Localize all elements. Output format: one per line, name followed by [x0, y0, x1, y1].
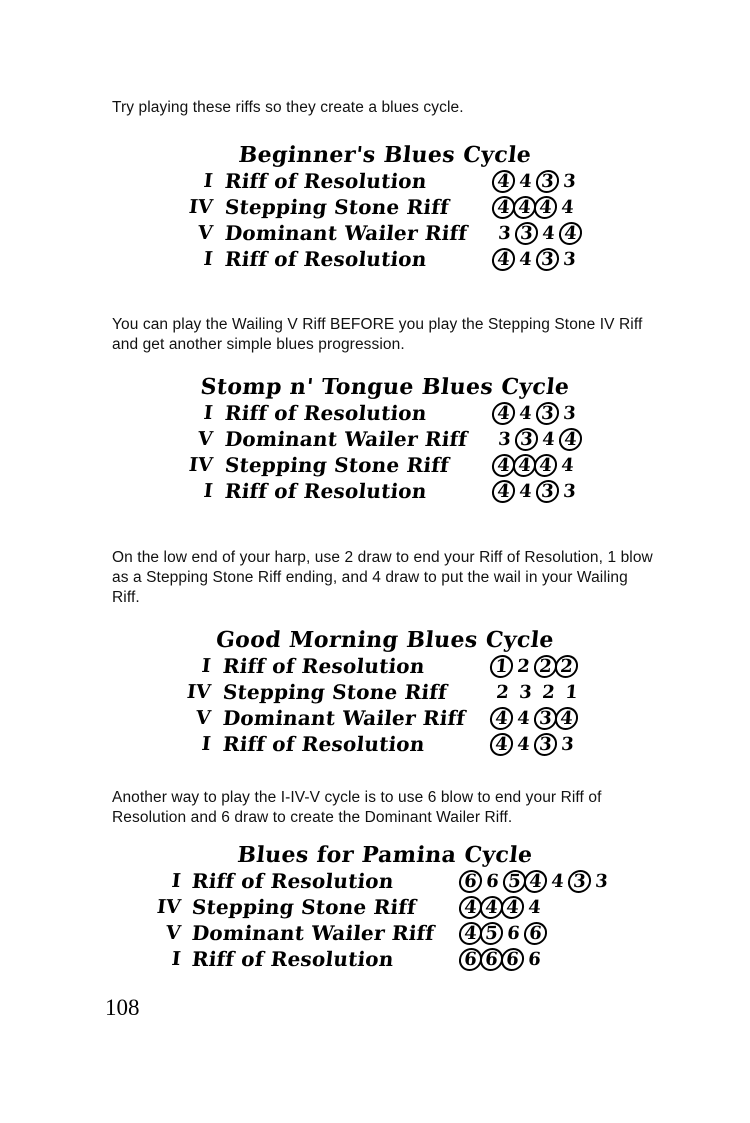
riff-name: Stepping Stone Riff [223, 195, 450, 219]
riff-row [157, 868, 614, 894]
riff-degree: I [202, 402, 214, 424]
hole-number: 6 [485, 870, 501, 892]
intro-paragraph-4-block [112, 788, 658, 828]
circled-hole-number: 3 [514, 428, 539, 451]
circled-hole-number: 4 [479, 896, 504, 919]
riff-row [187, 679, 583, 705]
intro-paragraph-1-block [112, 98, 658, 118]
circled-hole-number: 4 [491, 196, 516, 219]
hole-number: 4 [560, 196, 575, 218]
riff-numbers [493, 426, 581, 452]
hole-number: 4 [560, 454, 575, 476]
circled-hole-number: 4 [458, 896, 483, 919]
hole-number: 4 [541, 222, 556, 244]
circled-hole-number: 4 [554, 707, 579, 730]
hole-number: 4 [516, 707, 531, 729]
circled-hole-number: 6 [458, 870, 483, 893]
riff-numbers [493, 194, 581, 220]
circled-hole-number: 5 [502, 870, 527, 893]
riff-row [189, 452, 581, 478]
circled-hole-number: 3 [535, 248, 560, 271]
riff-name: Riff of Resolution [223, 169, 428, 193]
cycle-block-4 [112, 842, 658, 972]
circled-hole-number: 3 [535, 480, 560, 503]
circled-hole-number: 4 [523, 870, 548, 893]
circled-hole-number: 4 [489, 707, 514, 730]
hole-number: 4 [527, 896, 543, 918]
hole-number: 3 [560, 733, 575, 755]
riff-row [187, 731, 583, 757]
riff-numbers [493, 220, 581, 246]
riff-numbers [493, 168, 581, 194]
intro-paragraph-2-block [112, 315, 658, 355]
intro-paragraph-3: On the low end of your harp, use 2 draw to end your Riff of Resolution, 1 blow as a Stepping Stone Riff ending, and 4 draw to put the wail in your Wailing Riff. [112, 549, 653, 606]
riff-name: Dominant Wailer Riff [223, 427, 469, 451]
riff-name: Riff of Resolution [221, 732, 426, 756]
riff-row [189, 426, 581, 452]
circled-hole-number: 5 [479, 922, 504, 945]
riff-row [157, 946, 614, 972]
riff-name: Stepping Stone Riff [223, 453, 450, 477]
riff-numbers [491, 653, 583, 679]
cycle-table-2 [189, 400, 581, 504]
cycle-title-2: Stomp n' Tongue Blues Cycle [199, 374, 571, 400]
riff-row [157, 920, 614, 946]
hole-number: 4 [541, 428, 556, 450]
hole-number: 3 [562, 248, 577, 270]
riff-degree: IV [155, 896, 182, 918]
riff-row [187, 653, 583, 679]
riff-name: Stepping Stone Riff [190, 895, 418, 919]
cycle-table-4 [157, 868, 614, 972]
riff-row [189, 246, 581, 272]
riff-degree: V [196, 222, 214, 244]
riff-numbers [493, 478, 581, 504]
riff-degree: IV [187, 454, 214, 476]
hole-number: 3 [594, 870, 610, 892]
circled-hole-number: 2 [554, 655, 579, 678]
intro-paragraph-1: Try playing these riffs so they create a blues cycle. [112, 99, 464, 116]
riff-numbers [460, 868, 613, 894]
cycle-table-1 [189, 168, 581, 272]
riff-name: Riff of Resolution [223, 401, 428, 425]
circled-hole-number: 4 [558, 428, 583, 451]
riff-degree: V [196, 428, 214, 450]
hole-number: 1 [564, 681, 579, 703]
hole-number: 3 [562, 402, 577, 424]
circled-hole-number: 4 [512, 454, 537, 477]
circled-hole-number: 3 [567, 870, 592, 893]
hole-number: 4 [518, 402, 533, 424]
riff-row [189, 478, 581, 504]
hole-number: 6 [527, 948, 543, 970]
hole-number: 3 [562, 170, 577, 192]
hole-number: 4 [518, 480, 533, 502]
riff-degree: I [202, 480, 214, 502]
circled-hole-number: 1 [489, 655, 514, 678]
hole-number: 2 [541, 681, 556, 703]
circled-hole-number: 4 [533, 454, 558, 477]
riff-degree: V [194, 707, 212, 729]
cycle-title-1: Beginner's Blues Cycle [237, 142, 533, 168]
circled-hole-number: 4 [558, 222, 583, 245]
hole-number: 4 [516, 733, 531, 755]
riff-degree: V [164, 922, 182, 944]
cycle-table-2-body [189, 400, 581, 504]
circled-hole-number: 3 [533, 707, 558, 730]
riff-numbers [493, 400, 581, 426]
riff-degree: I [200, 733, 212, 755]
circled-hole-number: 4 [533, 196, 558, 219]
cycle-table-1-body [189, 168, 581, 272]
riff-row [189, 168, 581, 194]
riff-name: Riff of Resolution [223, 247, 428, 271]
hole-number: 3 [518, 681, 533, 703]
intro-paragraph-4: Another way to play the I-IV-V cycle is to use 6 blow to end your Riff of Resolution and 6 draw to create the Dominant Wailer Riff. [112, 789, 602, 826]
circled-hole-number: 4 [491, 480, 516, 503]
riff-degree: IV [185, 681, 212, 703]
cycle-table-3 [187, 653, 583, 757]
riff-degree: I [170, 870, 182, 892]
cycle-block-3 [112, 627, 658, 757]
hole-number: 6 [506, 922, 522, 944]
riff-numbers [460, 894, 613, 920]
riff-name: Riff of Resolution [190, 947, 396, 971]
circled-hole-number: 4 [500, 896, 525, 919]
circled-hole-number: 4 [491, 248, 516, 271]
riff-name: Riff of Resolution [190, 869, 396, 893]
riff-row [187, 705, 583, 731]
page-number: 108 [105, 995, 140, 1020]
riff-degree: I [170, 948, 182, 970]
circled-hole-number: 6 [523, 922, 548, 945]
riff-degree: I [202, 170, 214, 192]
hole-number: 3 [562, 480, 577, 502]
cycle-table-3-body [187, 653, 583, 757]
hole-number: 4 [550, 870, 566, 892]
riff-numbers [491, 731, 583, 757]
circled-hole-number: 4 [491, 402, 516, 425]
circled-hole-number: 4 [458, 922, 483, 945]
riff-name: Riff of Resolution [221, 654, 426, 678]
circled-hole-number: 4 [512, 196, 537, 219]
circled-hole-number: 3 [535, 170, 560, 193]
riff-name: Riff of Resolution [223, 479, 428, 503]
riff-row [189, 194, 581, 220]
circled-hole-number: 6 [458, 948, 483, 971]
circled-hole-number: 4 [491, 170, 516, 193]
riff-name: Dominant Wailer Riff [190, 921, 436, 945]
riff-numbers [460, 946, 613, 972]
cycle-title-3: Good Morning Blues Cycle [214, 627, 556, 653]
riff-degree: I [200, 655, 212, 677]
circled-hole-number: 3 [535, 402, 560, 425]
circled-hole-number: 3 [514, 222, 539, 245]
circled-hole-number: 6 [479, 948, 504, 971]
riff-numbers [493, 452, 581, 478]
riff-numbers [493, 246, 581, 272]
hole-number: 2 [516, 655, 531, 677]
circled-hole-number: 6 [500, 948, 525, 971]
circled-hole-number: 2 [533, 655, 558, 678]
riff-row [157, 894, 614, 920]
riff-degree: IV [187, 196, 214, 218]
circled-hole-number: 4 [489, 733, 514, 756]
hole-number: 3 [497, 222, 512, 244]
cycle-block-1 [112, 142, 658, 272]
riff-numbers [491, 705, 583, 731]
circled-hole-number: 3 [533, 733, 558, 756]
riff-row [189, 220, 581, 246]
hole-number: 4 [518, 248, 533, 270]
cycle-block-2 [112, 374, 658, 504]
riff-numbers [460, 920, 613, 946]
riff-row [189, 400, 581, 426]
intro-paragraph-3-block [112, 548, 658, 608]
cycle-title-4: Blues for Pamina Cycle [236, 842, 534, 868]
riff-numbers [491, 679, 583, 705]
riff-name: Stepping Stone Riff [221, 680, 448, 704]
intro-paragraph-2: You can play the Wailing V Riff BEFORE you play the Stepping Stone IV Riff and get another simple blues progression. [112, 316, 643, 353]
riff-name: Dominant Wailer Riff [223, 221, 469, 245]
circled-hole-number: 4 [491, 454, 516, 477]
cycle-table-4-body [157, 868, 614, 972]
riff-degree: I [202, 248, 214, 270]
riff-name: Dominant Wailer Riff [221, 706, 467, 730]
hole-number: 3 [497, 428, 512, 450]
hole-number: 4 [518, 170, 533, 192]
hole-number: 2 [495, 681, 510, 703]
